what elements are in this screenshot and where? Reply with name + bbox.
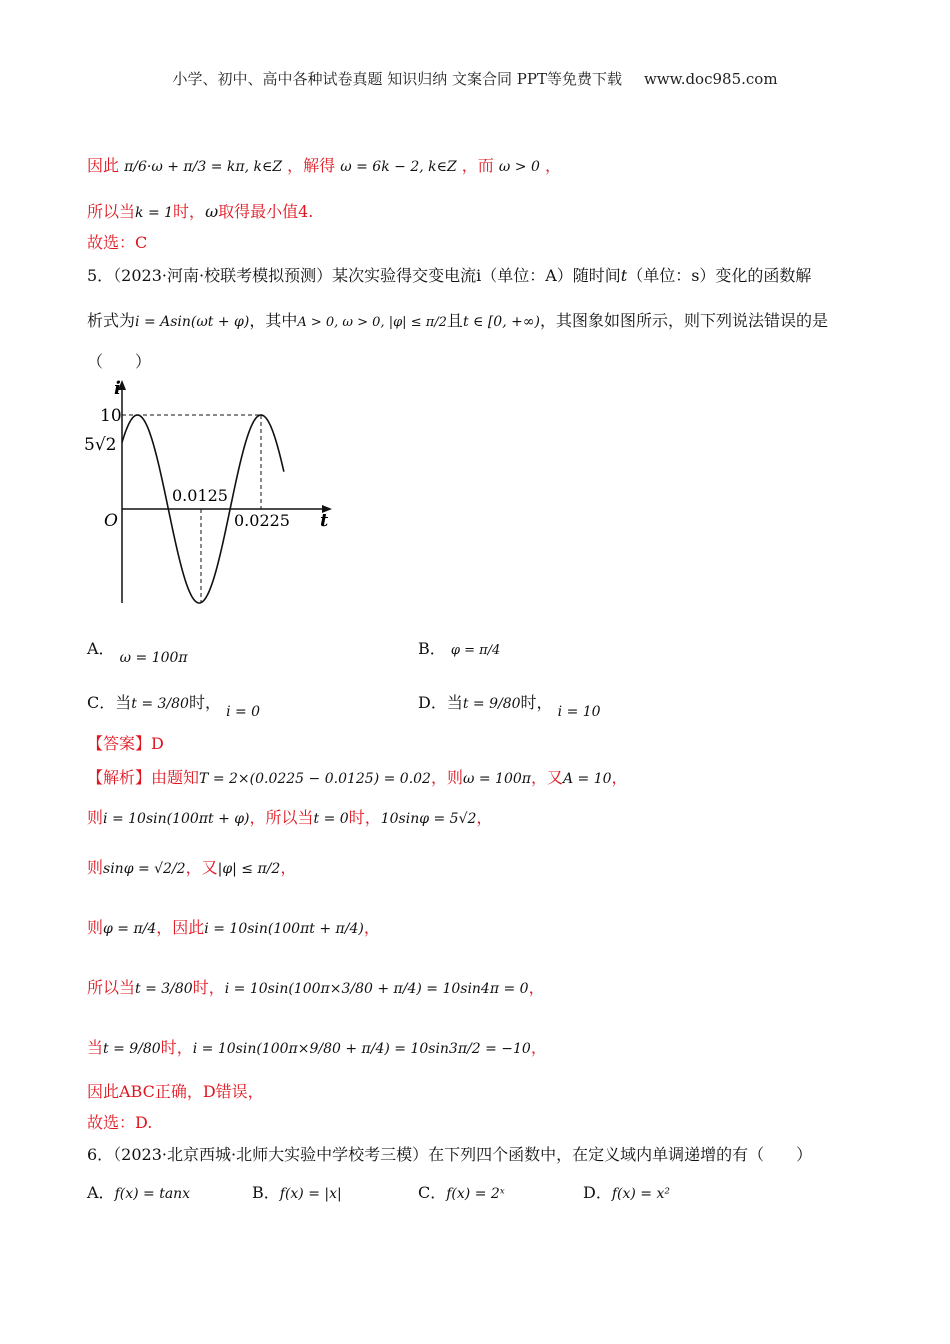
formula: A > 0, ω > 0, |φ| ≤ π/2 [297,315,447,330]
sol-line-2 [87,806,492,831]
option-formula: f(x) = tanx [114,1186,191,1202]
text: ，其图象如图所示，则下列说法错误的是 [539,311,828,330]
prev-line-1 [87,154,561,179]
text: 且 [446,311,463,330]
sol-line-5 [87,976,545,1001]
option-formula: f(x) = |x| [279,1186,342,1202]
sine-graph [80,378,340,608]
option-label: B． [418,639,446,658]
q6-stem: 6．（2023·北京西城·北师大实验中学校考三模）在下列四个函数中，在定义域内单调递增的有（ ） [87,1145,813,1164]
text: ，则 [430,768,463,787]
option-formula: φ = π/4 [450,643,501,658]
header-url: www.doc985.com [643,70,778,88]
text: 析式为 [87,311,136,330]
formula: ω > 0 [498,159,540,175]
text: ， [544,156,561,175]
x-axis-label: t [320,510,329,531]
t1-label: 0.0125 [172,486,228,505]
sol-line-3 [87,856,296,881]
y-axis-label: i [114,378,121,399]
t2-label: 0.0225 [234,511,290,530]
formula: ω = 100π [462,771,531,787]
text: 时， [173,202,206,221]
formula: A = 10 [562,771,612,787]
formula: π/6·ω + π/3 = kπ, k∈Z [124,159,283,175]
formula: t = 3/80 [135,981,193,997]
text: 取得最小值4. [218,202,314,221]
text: 时， [160,1038,193,1057]
formula: |φ| ≤ π/2 [217,861,281,877]
formula: φ = π/4 [103,921,157,937]
text: 时， [192,978,225,997]
q5-option-c[interactable] [87,690,261,720]
y-start-label: 5√2 [84,435,117,455]
option-formula: f(x) = x² [611,1186,670,1202]
formula: t = 0 [313,811,349,827]
text: ， [611,768,628,787]
option-formula: t = 9/80 [462,696,521,712]
text: ， [476,808,493,827]
text: 所以当 [87,202,136,221]
sol-line-6 [87,1036,547,1061]
option-label: A． [87,639,115,658]
option-label: C． [418,1183,447,1202]
y-max-label: 10 [100,406,122,426]
option-formula: t = 3/80 [131,696,189,712]
text: ，因此 [156,918,205,937]
option-label: D．当 [418,693,463,712]
header-text: 小学、初中、高中各种试卷真题 知识归纳 文案合同 PPT等免费下载 [172,70,622,88]
text: （单位：s）变化的函数解 [627,266,812,285]
text: 时， [348,808,381,827]
q5-option-b[interactable] [418,636,500,659]
option-formula: i = 10 [557,704,601,720]
formula: i = Asin(ωt + φ) [135,314,250,330]
formula: ω [205,202,219,221]
text: ，而 [461,156,494,175]
sol-line-4 [87,916,380,941]
option-label: A． [87,1183,115,1202]
formula: t = 9/80 [103,1041,161,1057]
formula: 10sinφ = 5√2 [380,811,477,827]
text: ， [530,1038,547,1057]
text: 时， [520,693,553,712]
q5-stem-line-3: （ ） [87,352,152,371]
text: ， [363,918,380,937]
origin-label: O [104,511,118,531]
option-label: C．当 [87,693,132,712]
formula: i = 10sin(100πt + φ) [103,811,250,827]
option-formula: i = 0 [226,704,261,720]
text: 由题知 [151,768,200,787]
text: ，解得 [287,156,336,175]
text: 时， [188,693,221,712]
option-label: D． [583,1183,612,1202]
q5-answer: 【答案】D [87,734,164,753]
q6-option-d[interactable] [583,1180,670,1203]
text: ，其中 [249,311,298,330]
q6-option-a[interactable] [87,1180,190,1203]
formula: t ∈ [0, +∞) [462,314,540,330]
prev-line-3: 故选：C [87,233,148,252]
text: 则 [87,808,104,827]
sol-line-8: 故选：D. [87,1113,153,1132]
formula: i = 10sin(100π×3/80 + π/4) = 10sin4π = 0 [224,981,529,997]
option-formula: ω = 100π [119,650,188,666]
q6-option-c[interactable] [418,1180,505,1203]
text: ，又 [185,858,218,877]
formula: t [620,266,628,285]
text: 所以当 [87,978,136,997]
q5-option-a[interactable] [87,636,188,666]
text: ， [528,978,545,997]
formula: i = 10sin(100πt + π/4) [204,921,364,937]
text: 当 [87,1038,104,1057]
q5-stem-line-1 [87,264,811,288]
text: ，所以当 [249,808,314,827]
text: 则 [87,918,104,937]
page-header [0,68,950,89]
option-label: B． [252,1183,280,1202]
text: （单位：A）随时间 [481,266,621,285]
q5-option-d[interactable] [418,690,601,720]
formula: i [476,266,482,285]
option-formula: f(x) = 2ˣ [446,1186,505,1202]
prev-line-2 [87,200,313,225]
formula: ω = 6k − 2, k∈Z [340,159,457,175]
text: 则 [87,858,104,877]
text: 5．（2023·河南·校联考模拟预测）某次实验得交变电流 [87,266,477,285]
formula: T = 2×(0.0225 − 0.0125) = 0.02 [199,771,431,787]
text: ，又 [530,768,563,787]
sol-line-7: 因此ABC正确，D错误， [87,1082,264,1101]
text: 因此 [87,156,120,175]
text: 【解析】 [87,768,152,787]
q6-option-b[interactable] [252,1180,342,1203]
q5-stem-line-2 [87,309,828,335]
text: ， [280,858,297,877]
formula: i = 10sin(100π×9/80 + π/4) = 10sin3π/2 = −10 [192,1041,531,1057]
sol-line-1 [87,766,628,791]
formula: k = 1 [135,205,174,221]
formula: sinφ = √2/2 [103,861,186,877]
